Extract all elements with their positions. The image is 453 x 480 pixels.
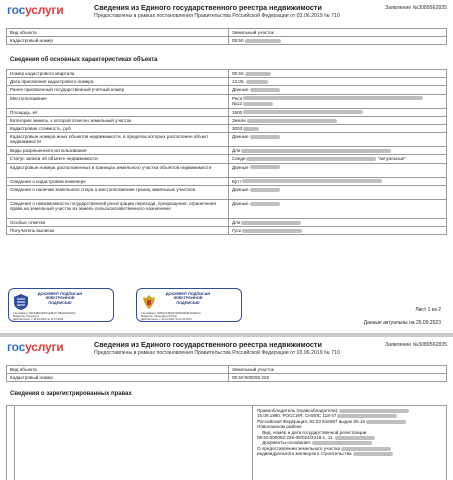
sheet-counter: Лист 1 из 2 (415, 307, 441, 313)
table-row: Сведения о наличии земельного спора о местоположении границ земельных участков Данные (7, 185, 447, 199)
redacted-text (339, 409, 409, 413)
coat-of-arms-icon (141, 293, 157, 311)
redacted-text (241, 221, 301, 225)
field-label: Кадастровая стоимость, руб (7, 125, 229, 133)
table-row: Сведения о кадастровом инженере Бутт (7, 177, 447, 185)
redacted-text (250, 188, 280, 192)
redacted-text (243, 102, 273, 106)
field-value: 05:50:000092:226 (229, 374, 447, 382)
field-label: Виды разрешенного использования (7, 147, 229, 155)
table-row: Местоположение Респ №12 (7, 94, 447, 108)
field-label: Категория земель, к которой отнесен земельный участок (7, 116, 229, 124)
table-row (7, 366, 447, 374)
registered-rights-table (6, 405, 447, 480)
e-signature-stamp-rosreestr: ДОКУМЕНТ ПОДПИСАН ЭЛЕКТРОННОЙ ПОДПИСЬЮ Сертификат: 6E7bd80ef3e07aa08a17 88ade61b097a Владелец: Росреестр Действителен: с 18.04.2023 по 11.07.2024 (8, 288, 114, 322)
gosuslugi-logo: госуслуги (7, 3, 64, 17)
table-row: Сведения о невозможности государственной регистрации перехода, прекращения, ограничения права на земельный участок из земель сельскохозяйственного назначения Данные (7, 199, 447, 218)
table-row: Кадастровые номера иных объектов недвижимости, в пределах которых расположен объект недвижимости Данные (7, 133, 447, 147)
field-label: Местоположение (7, 94, 229, 108)
table-row (7, 406, 447, 480)
redacted-text (250, 202, 280, 206)
redacted-text (312, 441, 372, 445)
document-title: Сведения из Единого государственного реестра недвижимости (94, 3, 322, 12)
statement-number: Заявление №3089562835 (385, 5, 447, 11)
gosuslugi-logo: госуслуги (7, 340, 64, 354)
redacted-text (366, 420, 406, 424)
document-title: Сведения из Единого государственного реестра недвижимости (94, 340, 322, 349)
field-label: Площадь, м² (7, 108, 229, 116)
table-row: Получатель выписки Гусе (7, 227, 447, 235)
rights-text: Правообладатель (правообладатели): 15.09.1980, РОССИЯ, СНИЛС 118-47 Российская Федерация, 82 03 816697 выдан 05.10 Новолакском районе Вид, номер и дата государственной регистрации 05:50:000092:226-05/024/2018-1, 11. Документы-основания: О предоставлении земельного участка индивидуального жилищного строительства (254, 407, 445, 458)
document-subtitle: Предоставлены в рамках постановления Правительства Российской Федерации от 03.06.2019 № 710 (94, 13, 340, 19)
table-row: Ранее присвоенный государственный учетный номер Данные (7, 86, 447, 94)
table-row: Кадастровые номера расположенных в границах земельного участка объектов недвижимости Данные (7, 163, 447, 177)
document-subtitle: Предоставлены в рамках постановления Правительства Российской Федерации от 03.06.2019 № 710 (94, 350, 340, 356)
redacted-text (246, 80, 268, 84)
field-label: Кадастровый номер (7, 37, 229, 45)
field-label: Кадастровые номера расположенных в границах земельного участка объектов недвижимости (7, 163, 229, 177)
redacted-text (245, 39, 281, 43)
table-row: Дата присвоения кадастрового номера 12.05. (7, 78, 447, 86)
redacted-text (242, 179, 382, 183)
field-label: Особые отметки (7, 218, 229, 226)
table-row: Кадастровый номер 05:50 (7, 37, 447, 45)
extract-page-2 (0, 337, 453, 480)
actuality-date: Данные актуальны на 25.09.2023 (363, 320, 441, 326)
redacted-text (335, 436, 375, 440)
table-row: Категория земель, к которой отнесен земельный участок Земли (7, 116, 447, 124)
characteristics-table (6, 69, 447, 235)
field-label: Номер кадастрового квартала (7, 70, 229, 78)
page-header (0, 0, 453, 24)
field-label: Вид объекта (7, 366, 229, 374)
redacted-text (243, 110, 363, 114)
page-header (0, 337, 453, 361)
redacted-text (246, 157, 376, 161)
field-label: Дата присвоения кадастрового номера (7, 78, 229, 86)
redacted-text (245, 72, 271, 76)
field-label: Ранее присвоенный государственный учетный номер (7, 86, 229, 94)
redacted-text (337, 414, 397, 418)
field-label: Сведения о кадастровом инженере (7, 177, 229, 185)
redacted-text (242, 229, 302, 233)
object-summary-table (6, 365, 447, 382)
redacted-text (250, 88, 280, 92)
field-label: Статус записи об объекте недвижимости (7, 155, 229, 163)
table-row: Кадастровая стоимость, руб 3003 (7, 125, 447, 133)
field-value: Земельный участок (229, 366, 447, 374)
table-row: Статус записи об объекте недвижимости Сведе "актуальные" (7, 155, 447, 163)
table-row (7, 29, 447, 37)
table-row: Номер кадастрового квартала 05:50 (7, 70, 447, 78)
field-label: Вид объекта (7, 29, 229, 37)
section-registered-rights: Сведения о зарегистрированных правах (10, 391, 132, 397)
field-value: Земельный участок (229, 29, 447, 37)
redacted-text (241, 149, 391, 153)
redacted-text (247, 119, 337, 123)
table-row: Виды разрешенного использования Для (7, 147, 447, 155)
field-label: Кадастровые номера иных объектов недвижимости, в пределах которых расположен объект недвижимости (7, 133, 229, 147)
field-label: Кадастровый номер (7, 374, 229, 382)
redacted-text (353, 452, 393, 456)
redacted-text (243, 127, 259, 131)
table-row: Площадь, м² 1500 (7, 108, 447, 116)
field-label: Получатель выписки (7, 227, 229, 235)
field-label: Сведения о невозможности государственной регистрации перехода, прекращения, ограничения права на земельный участок из земель сельскохозяйственного назначения (7, 199, 229, 218)
rosreestr-emblem-icon (13, 293, 29, 311)
field-label: Сведения о наличии земельного спора о местоположении границ земельных участков (7, 185, 229, 199)
redacted-text (250, 135, 280, 139)
table-row (7, 374, 447, 382)
redacted-text (250, 165, 280, 169)
e-signature-stamp-mincifry: ДОКУМЕНТ ПОДПИСАН ЭЛЕКТРОННОЙ ПОДПИСЬЮ Сертификат: 00fb5e7b8bf4b7d00f24d69b1b4b0e1c Владелец: Минцифры России Действителен: с 10.01.2023 по 04.04.2024 (136, 288, 242, 322)
table-row: Особые отметки Для (7, 218, 447, 226)
object-summary-table (6, 28, 447, 45)
redacted-text (341, 447, 391, 451)
redacted-text (243, 96, 423, 100)
statement-number: Заявление №3089562835 (385, 342, 447, 348)
section-main-characteristics: Сведения об основных характеристиках объекта (10, 57, 158, 63)
